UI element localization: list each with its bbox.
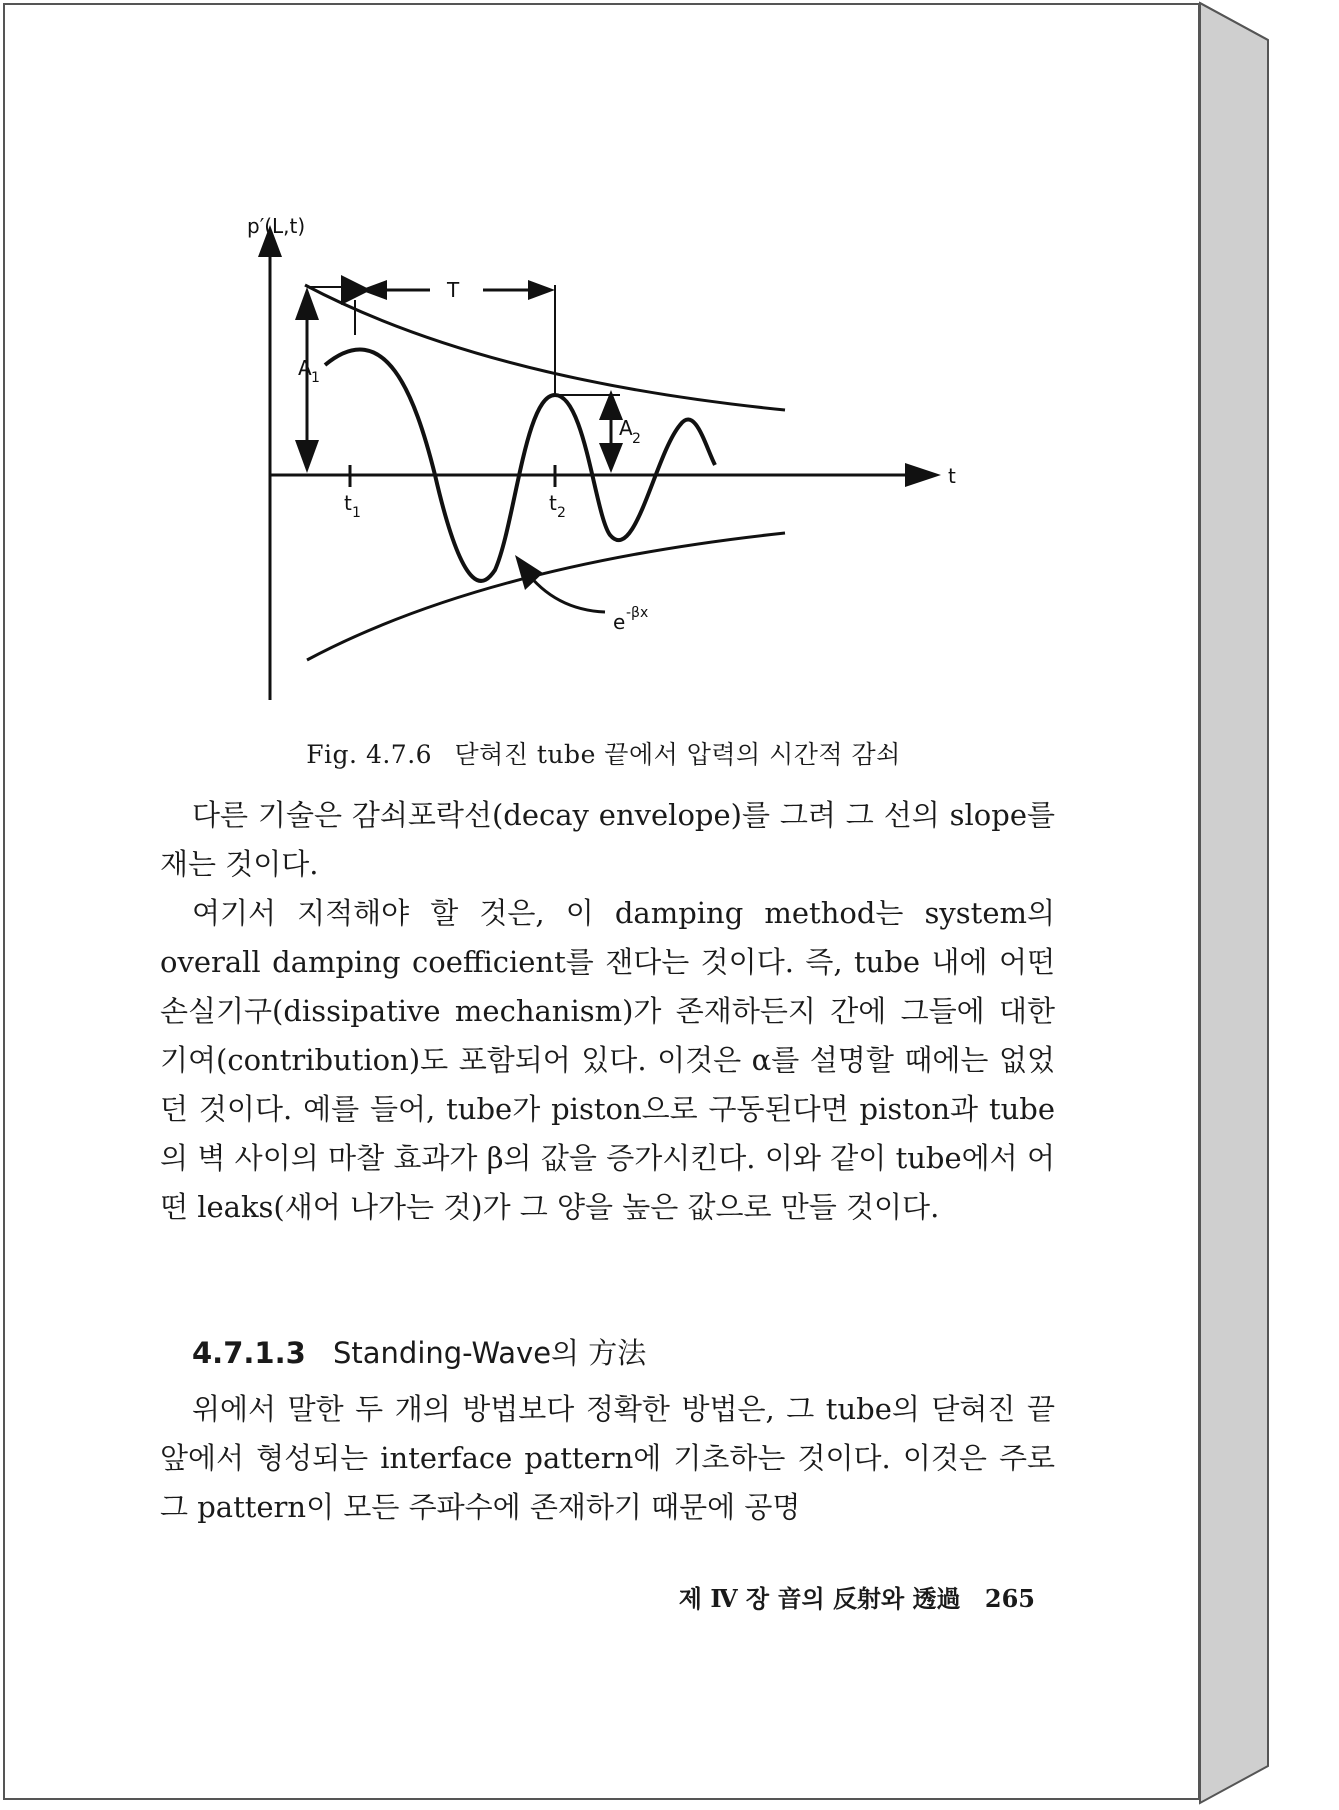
section-number: 4.7.1.3 <box>192 1336 306 1370</box>
t2-label: t <box>549 491 557 515</box>
chapter-title: 제 Ⅳ 장 音의 反射와 透過 <box>678 1584 961 1613</box>
book-page <box>3 3 1200 1800</box>
figure-decay-plot <box>225 205 985 715</box>
caption-text: 닫혀진 tube 끝에서 압력의 시간적 감쇠 <box>454 740 901 769</box>
t1-subscript: 1 <box>352 505 361 521</box>
damped-wave <box>325 349 715 580</box>
envelope-label: e <box>613 610 626 634</box>
x-axis-arrow <box>905 463 941 487</box>
section-title: Standing-Wave의 方法 <box>332 1336 647 1370</box>
paragraph: 다른 기술은 감쇠포락선(decay envelope)를 그려 그 선의 slope를 재는 것이다. <box>160 798 1055 881</box>
t1-label: t <box>344 491 352 515</box>
page-footer <box>655 1579 1035 1614</box>
amplitude1-label: A <box>298 356 312 380</box>
section-heading <box>192 1331 646 1372</box>
t2-subscript: 2 <box>557 505 566 521</box>
figure-caption <box>5 735 1202 771</box>
lower-envelope <box>307 533 785 660</box>
period-label: T <box>447 278 460 302</box>
x-axis-label: t <box>948 464 956 488</box>
amplitude2-label: A <box>619 416 633 440</box>
body-text <box>160 791 1055 1232</box>
upper-envelope <box>305 285 785 410</box>
figure-number: Fig. 4.7.6 <box>306 740 433 769</box>
y-axis-label: p′(L,t) <box>247 214 306 238</box>
paragraph: 위에서 말한 두 개의 방법보다 정확한 방법은, 그 tube의 닫혀진 끝 앞에서 형성되는 interface pattern에 기초하는 것이다. 이것은 주로 그 pattern이 모든 주파수에 존재하기 때문에 공명 <box>160 1392 1055 1524</box>
body-text-section <box>160 1385 1055 1532</box>
paragraph: 여기서 지적해야 할 것은, 이 damping method는 system의 overall damping coefficient를 잰다는 것이다. 즉, tube 내에 어떤 손실기구(dissipative mechanism)가 존재하든지 간에 그들에 대한 기여(contribution)도 포함되어 있다. 이것은 α를 설명할 때에는 없었던 것이다. 예를 들어, tube가 piston으로 구동된다면 piston과 tube의 벽 사이의 마찰 효과가 β의 값을 증가시킨다. 이와 같이 tube에서 어떤 leaks(새어 나가는 것)가 그 양을 높은 값으로 만들 것이다. <box>160 896 1055 1224</box>
amplitude2-subscript: 2 <box>632 431 641 447</box>
page-number: 265 <box>984 1584 1035 1613</box>
envelope-superscript: -βx <box>626 605 649 621</box>
amplitude1-subscript: 1 <box>311 370 320 386</box>
